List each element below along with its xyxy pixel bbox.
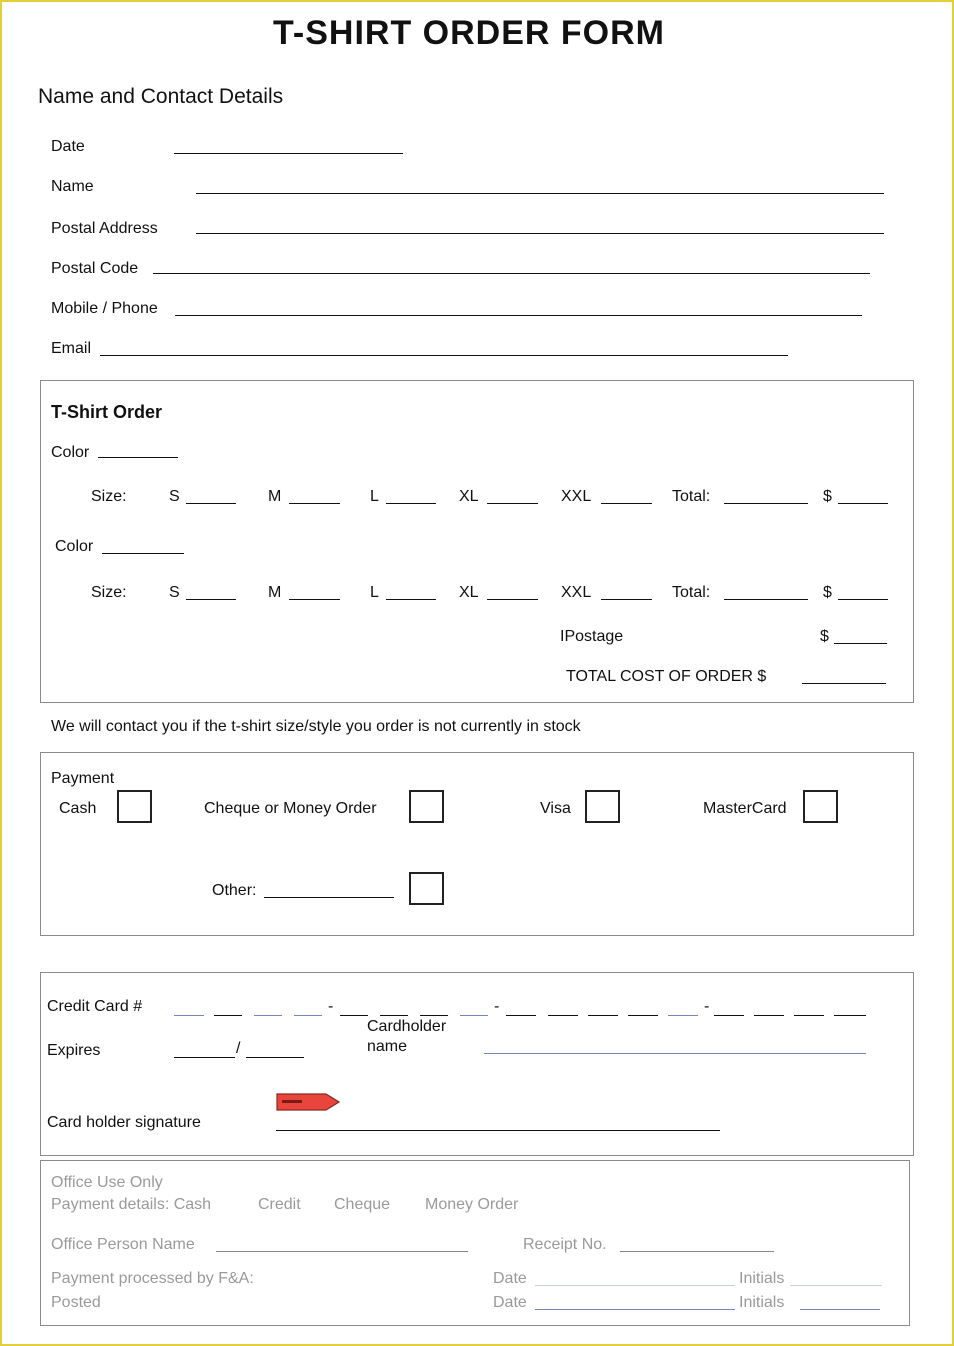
postcode-label: Postal Code (51, 260, 139, 277)
mastercard-checkbox[interactable] (803, 790, 838, 823)
color-field-1[interactable] (98, 457, 178, 458)
other-checkbox[interactable] (409, 872, 444, 905)
receipt-label: Receipt No. (523, 1236, 607, 1253)
signature-label: Card holder signature (47, 1114, 201, 1131)
other-field[interactable] (264, 897, 394, 898)
date-field[interactable] (174, 153, 403, 154)
other-label: Other: (212, 882, 257, 899)
expires-separator: / (236, 1040, 241, 1057)
posted-initials-label: Initials (739, 1294, 785, 1311)
price-field-1[interactable] (838, 503, 888, 504)
office-cheque: Cheque (334, 1196, 391, 1213)
posted-date-field[interactable] (535, 1309, 735, 1310)
size-s-field-1[interactable] (186, 503, 236, 504)
size-m-field-1[interactable] (289, 503, 340, 504)
card-number-label: Credit Card # (47, 998, 143, 1015)
size-xl-field-1[interactable] (487, 503, 538, 504)
mastercard-label: MasterCard (703, 800, 787, 817)
signature-field[interactable] (276, 1130, 720, 1131)
card-digit-8[interactable] (460, 1015, 488, 1016)
payment-section (40, 752, 914, 936)
size-label-2: Size: (91, 584, 127, 601)
size-xxl-field-1[interactable] (601, 503, 652, 504)
postage-label: IPostage (560, 628, 624, 645)
name-field[interactable] (196, 193, 884, 194)
size-l-field-2[interactable] (386, 599, 436, 600)
size-xxl-field-2[interactable] (601, 599, 652, 600)
size-xl-label-1: XL (459, 488, 479, 505)
card-digit-6[interactable] (380, 1015, 408, 1016)
cheque-label: Cheque or Money Order (204, 800, 377, 817)
processed-label: Payment processed by F&A: (51, 1270, 254, 1287)
office-person-label: Office Person Name (51, 1236, 195, 1253)
total-field-2[interactable] (724, 599, 808, 600)
name-label: Name (51, 178, 94, 195)
posted-date-label: Date (493, 1294, 527, 1311)
phone-label: Mobile / Phone (51, 300, 158, 317)
visa-label: Visa (540, 800, 571, 817)
dollar-label-1: $ (823, 488, 832, 505)
size-l-field-1[interactable] (386, 503, 436, 504)
postage-dollar-label: $ (820, 628, 829, 645)
office-money-order: Money Order (425, 1196, 519, 1213)
stock-note: We will contact you if the t-shirt size/style you order is not currently in stock (51, 718, 581, 735)
card-dash-1: - (328, 998, 334, 1015)
payment-heading: Payment (51, 770, 115, 787)
posted-label: Posted (51, 1294, 101, 1311)
size-m-label-1: M (268, 488, 282, 505)
expires-label: Expires (47, 1042, 101, 1059)
color-field-2[interactable] (102, 553, 184, 554)
size-s-label-2: S (169, 584, 180, 601)
card-digit-17[interactable] (834, 1015, 866, 1016)
size-s-field-2[interactable] (186, 599, 236, 600)
office-heading: Office Use Only (51, 1174, 163, 1191)
size-xl-field-2[interactable] (487, 599, 538, 600)
size-s-label-1: S (169, 488, 180, 505)
total-cost-field[interactable] (802, 683, 886, 684)
card-dash-2: - (494, 998, 500, 1015)
expires-month-field[interactable] (174, 1057, 235, 1058)
cheque-checkbox[interactable] (409, 790, 444, 823)
card-digit-5[interactable] (340, 1015, 368, 1016)
card-dash-3: - (704, 998, 710, 1015)
address-field[interactable] (196, 233, 884, 234)
size-xxl-label-1: XXL (561, 488, 592, 505)
email-field[interactable] (100, 355, 788, 356)
sign-here-tag-icon (276, 1093, 340, 1111)
card-digit-12[interactable] (628, 1015, 658, 1016)
visa-checkbox[interactable] (585, 790, 620, 823)
size-xl-label-2: XL (459, 584, 479, 601)
card-digit-11[interactable] (588, 1015, 618, 1016)
posted-initials-field[interactable] (800, 1309, 880, 1310)
card-digit-16[interactable] (794, 1015, 824, 1016)
card-digit-14[interactable] (714, 1015, 744, 1016)
size-xxl-label-2: XXL (561, 584, 592, 601)
tshirt-order-section (40, 380, 914, 703)
total-label-2: Total: (672, 584, 711, 601)
email-label: Email (51, 340, 92, 357)
card-digit-1[interactable] (174, 1015, 204, 1016)
cardholder-label: Cardholder (367, 1018, 447, 1035)
order-heading: T-Shirt Order (51, 402, 163, 422)
processed-date-label: Date (493, 1270, 527, 1287)
date-label: Date (51, 138, 85, 155)
office-payment-details: Payment details: Cash (51, 1196, 212, 1213)
size-label-1: Size: (91, 488, 127, 505)
card-digit-2[interactable] (214, 1015, 242, 1016)
phone-field[interactable] (175, 315, 862, 316)
processed-initials-label: Initials (739, 1270, 785, 1287)
size-m-field-2[interactable] (289, 599, 340, 600)
office-person-field[interactable] (216, 1251, 468, 1252)
total-cost-label: TOTAL COST OF ORDER $ (566, 668, 767, 685)
size-l-label-2: L (370, 584, 379, 601)
size-m-label-2: M (268, 584, 282, 601)
color-label-1: Color (51, 444, 90, 461)
cash-label: Cash (59, 800, 97, 817)
dollar-label-2: $ (823, 584, 832, 601)
card-digit-13[interactable] (668, 1015, 698, 1016)
cardholder-name-field[interactable] (484, 1053, 866, 1054)
card-digit-4[interactable] (294, 1015, 322, 1016)
card-digit-10[interactable] (548, 1015, 578, 1016)
cash-checkbox[interactable] (117, 790, 152, 823)
total-label-1: Total: (672, 488, 711, 505)
price-field-2[interactable] (838, 599, 888, 600)
total-field-1[interactable] (724, 503, 808, 504)
postcode-field[interactable] (153, 273, 870, 274)
contact-heading: Name and Contact Details (38, 85, 284, 108)
processed-date-field[interactable] (535, 1285, 735, 1286)
card-digit-9[interactable] (506, 1015, 536, 1016)
processed-initials-field[interactable] (790, 1285, 882, 1286)
address-label: Postal Address (51, 220, 158, 237)
form-title: T-SHIRT ORDER FORM (273, 14, 665, 52)
card-digit-7[interactable] (420, 1015, 448, 1016)
postage-field[interactable] (834, 643, 887, 644)
expires-year-field[interactable] (246, 1057, 304, 1058)
size-l-label-1: L (370, 488, 379, 505)
cardholder-label-line2: name (367, 1038, 408, 1055)
office-credit: Credit (258, 1196, 301, 1213)
color-label-2: Color (55, 538, 94, 555)
receipt-field[interactable] (620, 1251, 774, 1252)
card-digit-15[interactable] (754, 1015, 784, 1016)
card-digit-3[interactable] (254, 1015, 282, 1016)
